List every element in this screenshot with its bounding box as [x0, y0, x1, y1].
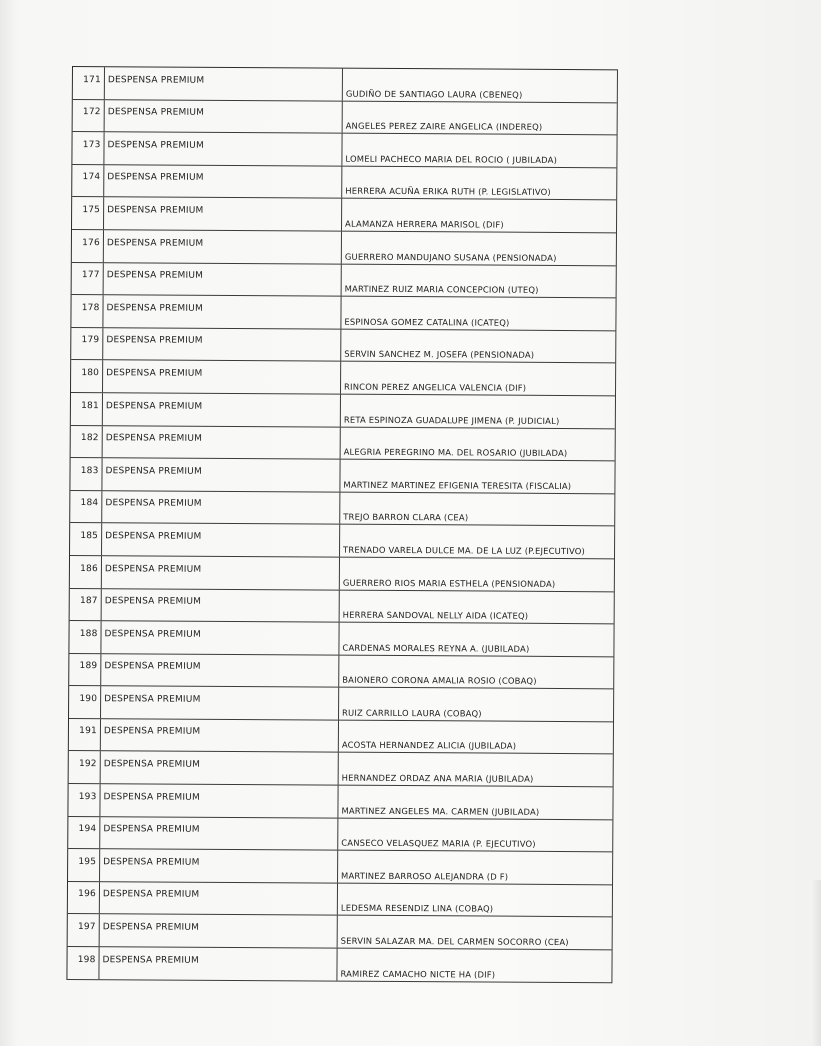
- row-beneficiary-name: MARTINEZ ANGELES MA. CARMEN (JUBILADA): [341, 805, 540, 817]
- row-description: DESPENSA PREMIUM: [105, 67, 343, 100]
- row-number: 197: [68, 914, 100, 946]
- table-row: [68, 784, 612, 820]
- row-description: DESPENSA PREMIUM: [99, 947, 337, 980]
- table-row: [69, 719, 613, 755]
- row-description: DESPENSA PREMIUM: [101, 654, 339, 687]
- row-number: 178: [71, 295, 103, 327]
- row-description: DESPENSA PREMIUM: [102, 491, 340, 524]
- row-description: DESPENSA PREMIUM: [100, 915, 338, 948]
- row-number: 181: [71, 393, 103, 425]
- row-description: DESPENSA PREMIUM: [103, 426, 341, 459]
- row-beneficiary-name: MARTINEZ MARTINEZ EFIGENIA TERESITA (FISCALIA): [343, 479, 572, 491]
- row-description: DESPENSA PREMIUM: [101, 621, 339, 654]
- row-description: DESPENSA PREMIUM: [105, 100, 343, 133]
- row-number: 188: [69, 621, 101, 653]
- table-row: [72, 263, 616, 299]
- table-row: [71, 328, 615, 364]
- table-row: [69, 621, 613, 657]
- row-beneficiary-name: RUIZ CARRILLO LAURA (COBAQ): [342, 707, 482, 719]
- table-row: [69, 654, 613, 690]
- row-description: DESPENSA PREMIUM: [104, 198, 342, 231]
- table-row: [68, 914, 612, 950]
- row-beneficiary-name: LEDESMA RESENDIZ LINA (COBAQ): [340, 903, 494, 915]
- table-row: [70, 458, 614, 494]
- table-row: [72, 197, 616, 233]
- row-number: 174: [72, 165, 104, 197]
- row-description: DESPENSA PREMIUM: [104, 230, 342, 263]
- row-description: DESPENSA PREMIUM: [100, 784, 338, 817]
- row-number: 189: [69, 654, 101, 686]
- table-row: [73, 67, 617, 103]
- row-beneficiary-name: MARTINEZ RUIZ MARIA CONCEPCION (UTEQ): [344, 283, 539, 296]
- row-description: DESPENSA PREMIUM: [101, 719, 339, 752]
- row-number: 195: [68, 849, 100, 881]
- table-row: [71, 295, 615, 331]
- row-beneficiary-name: ALAMANZA HERRERA MARISOL (DIF): [345, 218, 504, 230]
- row-beneficiary-name: SERVIN SANCHEZ M. JOSEFA (PENSIONADA): [344, 349, 535, 361]
- row-description: DESPENSA PREMIUM: [103, 393, 341, 426]
- row-description: DESPENSA PREMIUM: [101, 752, 339, 785]
- row-beneficiary-name: ESPINOSA GOMEZ CATALINA (ICATEQ): [344, 316, 510, 328]
- row-beneficiary-name: SERVIN SALAZAR MA. DEL CARMEN SOCORRO (CEA): [340, 935, 569, 948]
- row-number: 194: [68, 817, 100, 849]
- row-number: 183: [70, 458, 102, 490]
- page-edge-shadow: [813, 880, 821, 1046]
- row-number: 172: [73, 100, 105, 132]
- table-row: [70, 523, 614, 559]
- row-number: 185: [70, 523, 102, 555]
- row-description: DESPENSA PREMIUM: [101, 686, 339, 719]
- table-row: [71, 393, 615, 429]
- row-description: DESPENSA PREMIUM: [104, 165, 342, 198]
- row-beneficiary-name: GUDIÑO DE SANTIAGO LAURA (CBENEQ): [345, 88, 523, 100]
- beneficiary-table: [66, 66, 618, 983]
- row-number: 182: [71, 426, 103, 458]
- row-beneficiary-name: CARDENAS MORALES REYNA A. (JUBILADA): [342, 642, 530, 654]
- row-description: DESPENSA PREMIUM: [102, 458, 340, 491]
- row-number: 198: [67, 947, 99, 979]
- row-beneficiary-name: RETA ESPINOZA GUADALUPE JIMENA (P. JUDICIAL): [343, 414, 560, 426]
- row-beneficiary-name: MARTINEZ BARROSO ALEJANDRA (D F): [341, 870, 509, 882]
- row-beneficiary-name: HERRERA SANDOVAL NELLY AIDA (ICATEQ): [342, 609, 529, 621]
- row-description: DESPENSA PREMIUM: [104, 263, 342, 296]
- table-row: [69, 686, 613, 722]
- row-beneficiary-name: BAIONERO CORONA AMALIA ROSIO (COBAQ): [342, 674, 537, 687]
- row-number: 187: [70, 588, 102, 620]
- row-number: 176: [72, 230, 104, 262]
- table-row: [70, 491, 614, 527]
- row-beneficiary-name: RINCON PEREZ ANGELICA VALENCIA (DIF): [344, 381, 527, 393]
- row-number: 177: [72, 263, 104, 295]
- table-row: [70, 556, 614, 592]
- row-beneficiary-name: RAMIREZ CAMACHO NICTE HA (DIF): [340, 968, 496, 980]
- row-description: DESPENSA PREMIUM: [102, 524, 340, 557]
- row-description: DESPENSA PREMIUM: [103, 328, 341, 361]
- table-row: [67, 947, 611, 983]
- row-beneficiary-name: LOMELI PACHECO MARIA DEL ROCIO ( JUBILADA): [345, 153, 558, 165]
- row-description: DESPENSA PREMIUM: [102, 589, 340, 622]
- row-beneficiary-name: TREJO BARRON CLARA (CEA): [343, 511, 469, 523]
- row-beneficiary-name: HERRERA ACUÑA ERIKA RUTH (P. LEGISLATIVO): [345, 186, 551, 198]
- row-beneficiary-name: GUERRERO MANDUJANO SUSANA (PENSIONADA): [344, 251, 557, 263]
- row-beneficiary-name: TRENADO VARELA DULCE MA. DE LA LUZ (P.EJECUTIVO): [343, 544, 586, 557]
- row-number: 173: [72, 132, 104, 164]
- row-number: 186: [70, 556, 102, 588]
- row-beneficiary-name: ACOSTA HERNANDEZ ALICIA (JUBILADA): [341, 740, 517, 752]
- table-row: [68, 882, 612, 918]
- row-number: 180: [71, 360, 103, 392]
- row-beneficiary-name: HERNANDEZ ORDAZ ANA MARIA (JUBILADA): [341, 772, 534, 784]
- row-number: 184: [70, 491, 102, 523]
- row-number: 175: [72, 197, 104, 229]
- table-row: [68, 849, 612, 885]
- row-description: DESPENSA PREMIUM: [102, 556, 340, 589]
- row-beneficiary-name: GUERRERO RIOS MARIA ESTHELA (PENSIONADA): [342, 577, 556, 589]
- table-row: [68, 817, 612, 853]
- row-number: 179: [71, 328, 103, 360]
- row-description: DESPENSA PREMIUM: [103, 295, 341, 328]
- table-row: [72, 132, 616, 168]
- row-description: DESPENSA PREMIUM: [100, 817, 338, 850]
- row-beneficiary-name: ANGELES PEREZ ZAIRE ANGELICA (INDEREQ): [345, 120, 543, 133]
- row-number: 190: [69, 686, 101, 718]
- row-description: DESPENSA PREMIUM: [103, 361, 341, 394]
- table-row: [69, 751, 613, 787]
- row-number: 191: [69, 719, 101, 751]
- row-number: 192: [69, 751, 101, 783]
- row-beneficiary-name: ALEGRIA PEREGRINO MA. DEL ROSARIO (JUBILADA): [343, 446, 568, 459]
- row-number: 171: [73, 67, 105, 99]
- row-number: 193: [68, 784, 100, 816]
- table-row: [71, 426, 615, 462]
- table-row: [73, 100, 617, 136]
- row-number: 196: [68, 882, 100, 914]
- row-description: DESPENSA PREMIUM: [104, 132, 342, 165]
- table-row: [70, 588, 614, 624]
- row-beneficiary-name: CANSECO VELASQUEZ MARIA (P. EJECUTIVO): [341, 837, 536, 850]
- table-row: [72, 230, 616, 266]
- row-description: DESPENSA PREMIUM: [100, 882, 338, 915]
- row-description: DESPENSA PREMIUM: [100, 849, 338, 882]
- table-row: [71, 360, 615, 396]
- table-row: [72, 165, 616, 201]
